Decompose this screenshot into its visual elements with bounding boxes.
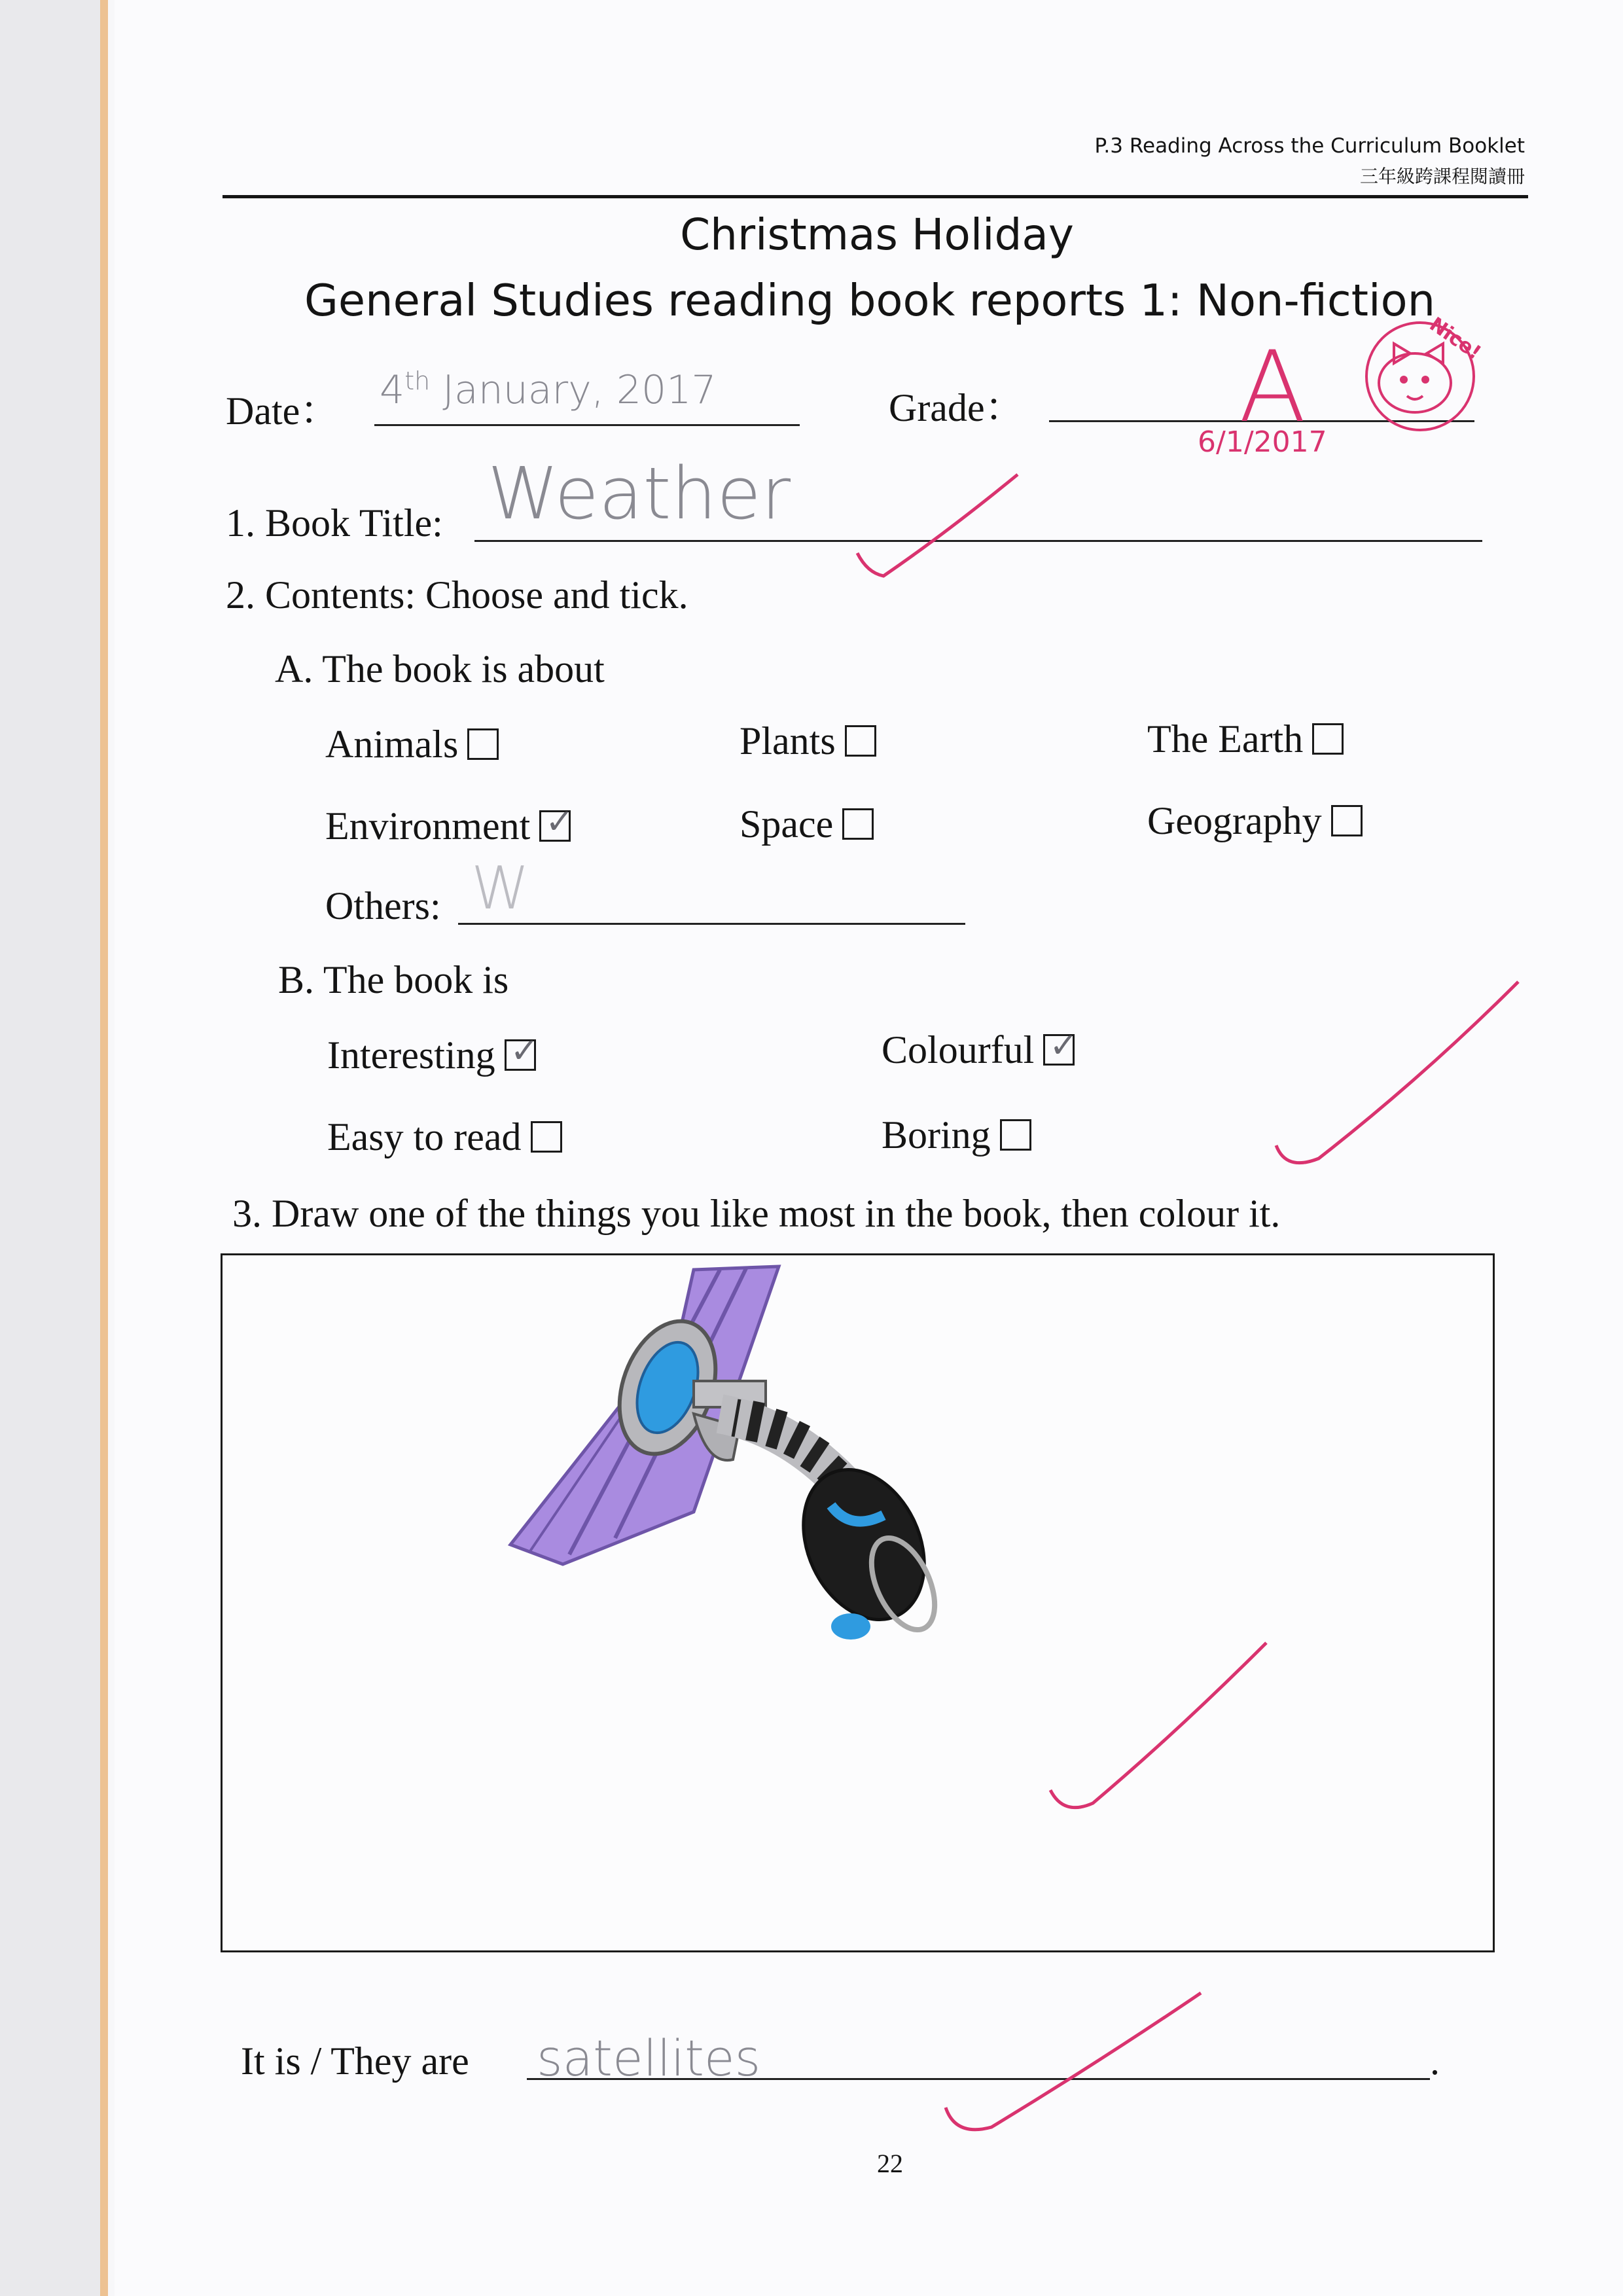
checkbox-the-earth[interactable] [1312,723,1344,755]
teacher-tick-icon [1273,978,1522,1175]
option-boring: Boring [882,1113,1031,1158]
tick-mark-icon: ✓ [1049,1028,1078,1066]
option-interesting: Interesting ✓ [327,1033,539,1077]
option-environment: Environment ✓ [325,804,574,848]
grade-label: Grade： [889,386,1024,429]
checkbox-geography[interactable] [1331,805,1363,836]
book-binding-edge [0,0,108,2296]
option-animals: Animals [325,722,499,767]
option-the-earth: The Earth [1147,717,1344,762]
option-geography: Geography [1147,798,1363,844]
grade-value: A [1239,331,1306,444]
q3-label: 3. Draw one of the things you like most in the book, then colour it. [232,1192,1281,1235]
page-number: 22 [877,2149,903,2178]
q2-label: 2. Contents: Choose and tick. [226,573,688,617]
page-subtitle: General Studies reading book reports 1: Non-fiction [304,275,1436,326]
teacher-tick-icon [854,468,1024,586]
others-value: W [471,854,529,923]
grade-marked-date: 6/1/2017 [1198,425,1327,459]
option-space: Space [740,802,874,847]
checkbox-boring[interactable] [1000,1119,1031,1151]
checkbox-animals[interactable] [467,728,499,760]
teacher-tick-icon [1047,1640,1270,1816]
page-title: Christmas Holiday [680,209,1074,260]
date-value: 4th January, 2017 [380,367,717,413]
option-colourful: Colourful ✓ [882,1028,1078,1071]
answer-suffix: . [1430,2039,1440,2083]
header-rule [223,195,1528,198]
checkbox-interesting[interactable] [505,1033,539,1071]
option-plants: Plants [740,719,876,764]
others-underline [458,923,965,925]
answer-prefix: It is / They are [241,2039,469,2083]
date-label: Date： [226,389,340,433]
booklet-title-en: P.3 Reading Across the Curriculum Booklet [1094,134,1525,158]
satellite-drawing-icon [484,1257,982,1715]
option-easy-to-read: Easy to read [327,1115,562,1160]
booklet-title-zh: 三年級跨課程閱讀冊 [1359,166,1525,187]
book-title-label: 1. Book Title: [226,501,443,545]
checkbox-environment[interactable] [539,804,574,842]
others-label: Others: [325,884,441,927]
checkbox-plants[interactable] [845,725,876,757]
q2a-label: A. The book is about [275,647,605,691]
tick-mark-icon: ✓ [545,804,574,842]
teacher-tick-icon [942,1990,1204,2140]
checkbox-easy-to-read[interactable] [531,1121,562,1153]
sticker-text: Nice! [1425,313,1486,365]
answer-value: satellites [537,2029,761,2087]
q2b-label: B. The book is [278,958,509,1001]
tick-mark-icon: ✓ [510,1033,539,1071]
date-underline [374,424,800,426]
book-title-value: Weather [488,452,791,535]
checkbox-space[interactable] [842,808,874,840]
checkbox-colourful[interactable] [1043,1028,1078,1066]
